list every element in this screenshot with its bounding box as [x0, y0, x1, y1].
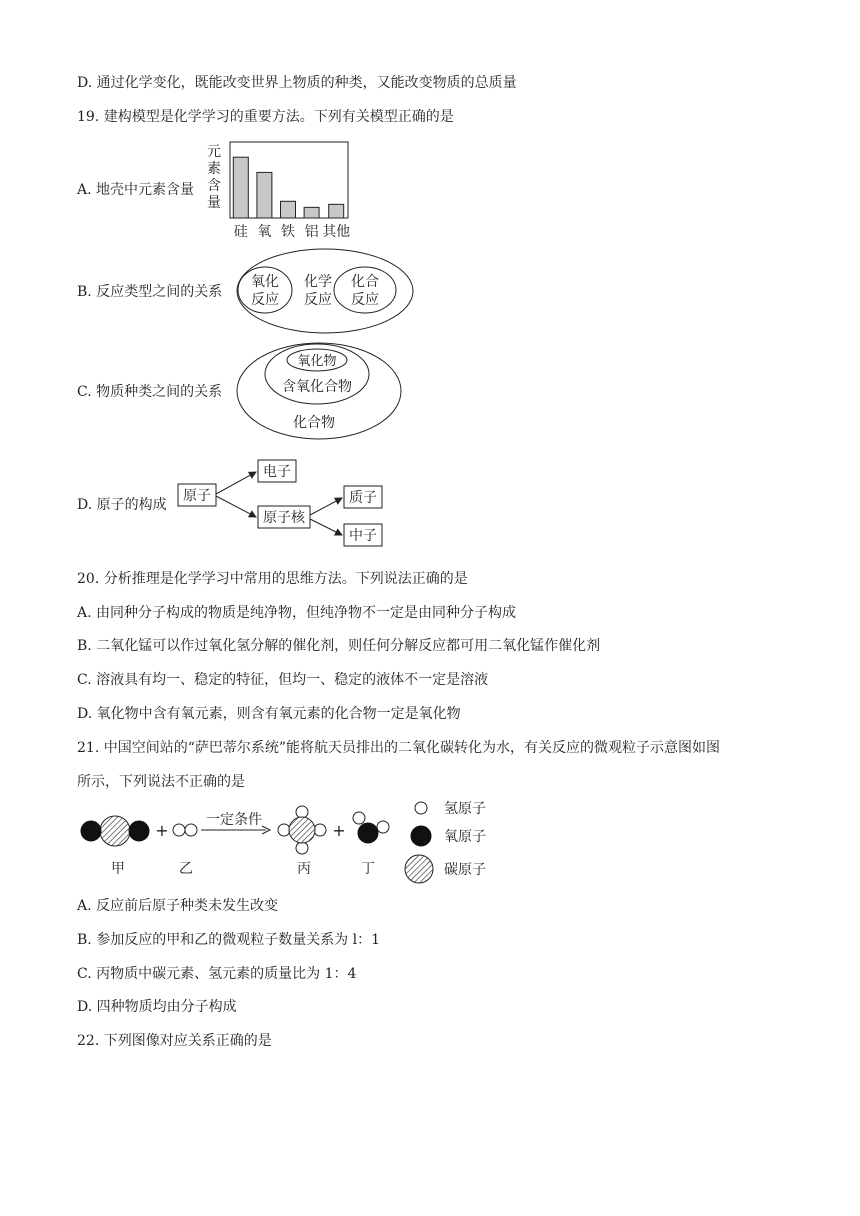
arrow-to-electron	[216, 472, 256, 494]
x-tick-label: 铁	[281, 224, 295, 240]
label-ding: 丁	[361, 861, 375, 877]
q20-option-c: C. 溶液具有均一、稳定的特征，但均一、稳定的液体不一定是溶液	[77, 672, 489, 688]
product-bing-ch4-molecule	[278, 806, 326, 854]
substance-category-venn	[235, 341, 413, 441]
q19-option-c-label: C. 物质种类之间的关系	[77, 384, 223, 400]
bar-硅	[233, 157, 248, 218]
x-tick-label: 氧	[257, 224, 272, 240]
plus-sign-2: +	[332, 821, 346, 840]
q21-option-a: A. 反应前后原子种类未发生改变	[77, 898, 279, 914]
proton-label: 质子	[349, 490, 377, 506]
carbon-atom-icon	[100, 816, 130, 846]
q22-stem: 22. 下列图像对应关系正确的是	[77, 1033, 272, 1049]
label-bing: 丙	[297, 861, 311, 877]
oxide-label: 氧化物	[297, 354, 337, 369]
label-jia: 甲	[111, 861, 125, 877]
oxygen-atom-icon	[81, 821, 101, 841]
q20-stem: 20. 分析推理是化学学习中常用的思维方法。下列说法正确的是	[77, 571, 468, 587]
hydrogen-atom-icon	[185, 824, 197, 836]
q21-option-d: D. 四种物质均由分子构成	[77, 999, 237, 1015]
bar-铝	[304, 207, 319, 218]
oxidation-reaction-label-2: 反应	[251, 292, 279, 308]
oxygen-atom-icon	[358, 823, 378, 843]
reaction-condition: 一定条件	[206, 812, 262, 828]
chemical-reaction-ellipse	[237, 249, 413, 333]
electron-label: 电子	[263, 464, 291, 480]
hydrogen-atom-icon	[314, 824, 326, 836]
x-tick-label: 铝	[304, 224, 319, 240]
legend-hydrogen-icon	[415, 802, 427, 814]
y-axis-label-char: 含	[207, 178, 221, 194]
chemical-reaction-label-1: 化学	[304, 274, 332, 290]
q18-option-d: D. 通过化学变化，既能改变世界上物质的种类，又能改变物质的总质量	[77, 75, 517, 91]
q19-option-d-label: D. 原子的构成	[77, 497, 167, 513]
oxygen-compound-label: 含氧化合物	[282, 379, 352, 395]
x-tick-label: 其他	[322, 224, 351, 240]
y-axis-label	[207, 144, 221, 211]
bar-其他	[329, 204, 344, 218]
oxidation-reaction-label-1: 氧化	[251, 274, 279, 290]
q19-option-b-label: B. 反应类型之间的关系	[77, 284, 223, 300]
q21-option-b: B. 参加反应的甲和乙的微观粒子数量关系为 l：1	[77, 932, 381, 948]
arrow-to-neutron	[310, 519, 342, 535]
y-axis-label-char: 量	[207, 195, 221, 211]
nucleus-label: 原子核	[263, 510, 305, 526]
atom-structure-diagram	[176, 458, 386, 550]
product-ding-h2o-molecule	[353, 812, 389, 843]
reactant-jia-co2-molecule	[81, 816, 149, 846]
reaction-micro-diagram	[76, 796, 496, 888]
q20-option-a: A. 由同种分子构成的物质是纯净物，但纯净物不一定是由同种分子构成	[77, 605, 517, 621]
q19-option-a-label: A. 地壳中元素含量	[77, 182, 195, 198]
carbon-atom-icon	[289, 817, 315, 843]
hydrogen-atom-icon	[296, 842, 308, 854]
q20-option-d: D. 氧化物中含有氧元素，则含有氧元素的化合物一定是氧化物	[77, 706, 461, 722]
reactant-yi-h2-molecule	[173, 824, 197, 836]
label-yi: 乙	[179, 861, 193, 877]
q21-stem-line2: 所示，下列说法不正确的是	[77, 774, 245, 790]
combination-reaction-label-2: 反应	[351, 292, 379, 308]
hydrogen-atom-icon	[278, 824, 290, 836]
oxygen-atom-icon	[129, 821, 149, 841]
hydrogen-atom-icon	[173, 824, 185, 836]
atom-label: 原子	[183, 488, 211, 504]
reaction-type-venn	[234, 246, 418, 336]
combination-reaction-label-1: 化合	[351, 274, 379, 290]
bar-铁	[281, 201, 296, 218]
hydrogen-atom-icon	[353, 812, 365, 824]
legend-carbon-icon	[405, 855, 433, 883]
q20-option-b: B. 二氧化锰可以作过氧化氢分解的催化剂，则任何分解反应都可用二氧化锰作催化剂	[77, 638, 601, 654]
plus-sign-1: +	[155, 821, 169, 840]
legend-carbon-label: 碳原子	[444, 862, 486, 878]
arrow-to-proton	[310, 498, 342, 515]
q21-stem-line1: 21. 中国空间站的“萨巴蒂尔系统”能将航天员排出的二氧化碳转化为水，有关反应的微观粒子示意图如图	[77, 740, 721, 756]
y-axis-label-char: 素	[207, 161, 221, 177]
chemical-reaction-label-2: 反应	[304, 292, 332, 308]
y-axis-label-char: 元	[207, 144, 221, 160]
compound-label: 化合物	[293, 415, 335, 431]
q19-stem: 19. 建构模型是化学学习的重要方法。下列有关模型正确的是	[77, 109, 454, 125]
legend-oxygen-label: 氧原子	[444, 829, 486, 845]
neutron-label: 中子	[349, 528, 377, 544]
arrow-to-nucleus	[216, 496, 256, 517]
legend-hydrogen-label: 氢原子	[444, 801, 486, 817]
q21-option-c: C. 丙物质中碳元素、氢元素的质量比为 1：4	[77, 966, 357, 982]
oxygen-compound-ellipse	[265, 344, 369, 404]
bar-氧	[257, 172, 272, 218]
element-content-bar-chart	[200, 138, 360, 242]
legend-oxygen-icon	[411, 826, 431, 846]
x-tick-label: 硅	[233, 224, 248, 240]
hydrogen-atom-icon	[296, 806, 308, 818]
hydrogen-atom-icon	[377, 821, 389, 833]
